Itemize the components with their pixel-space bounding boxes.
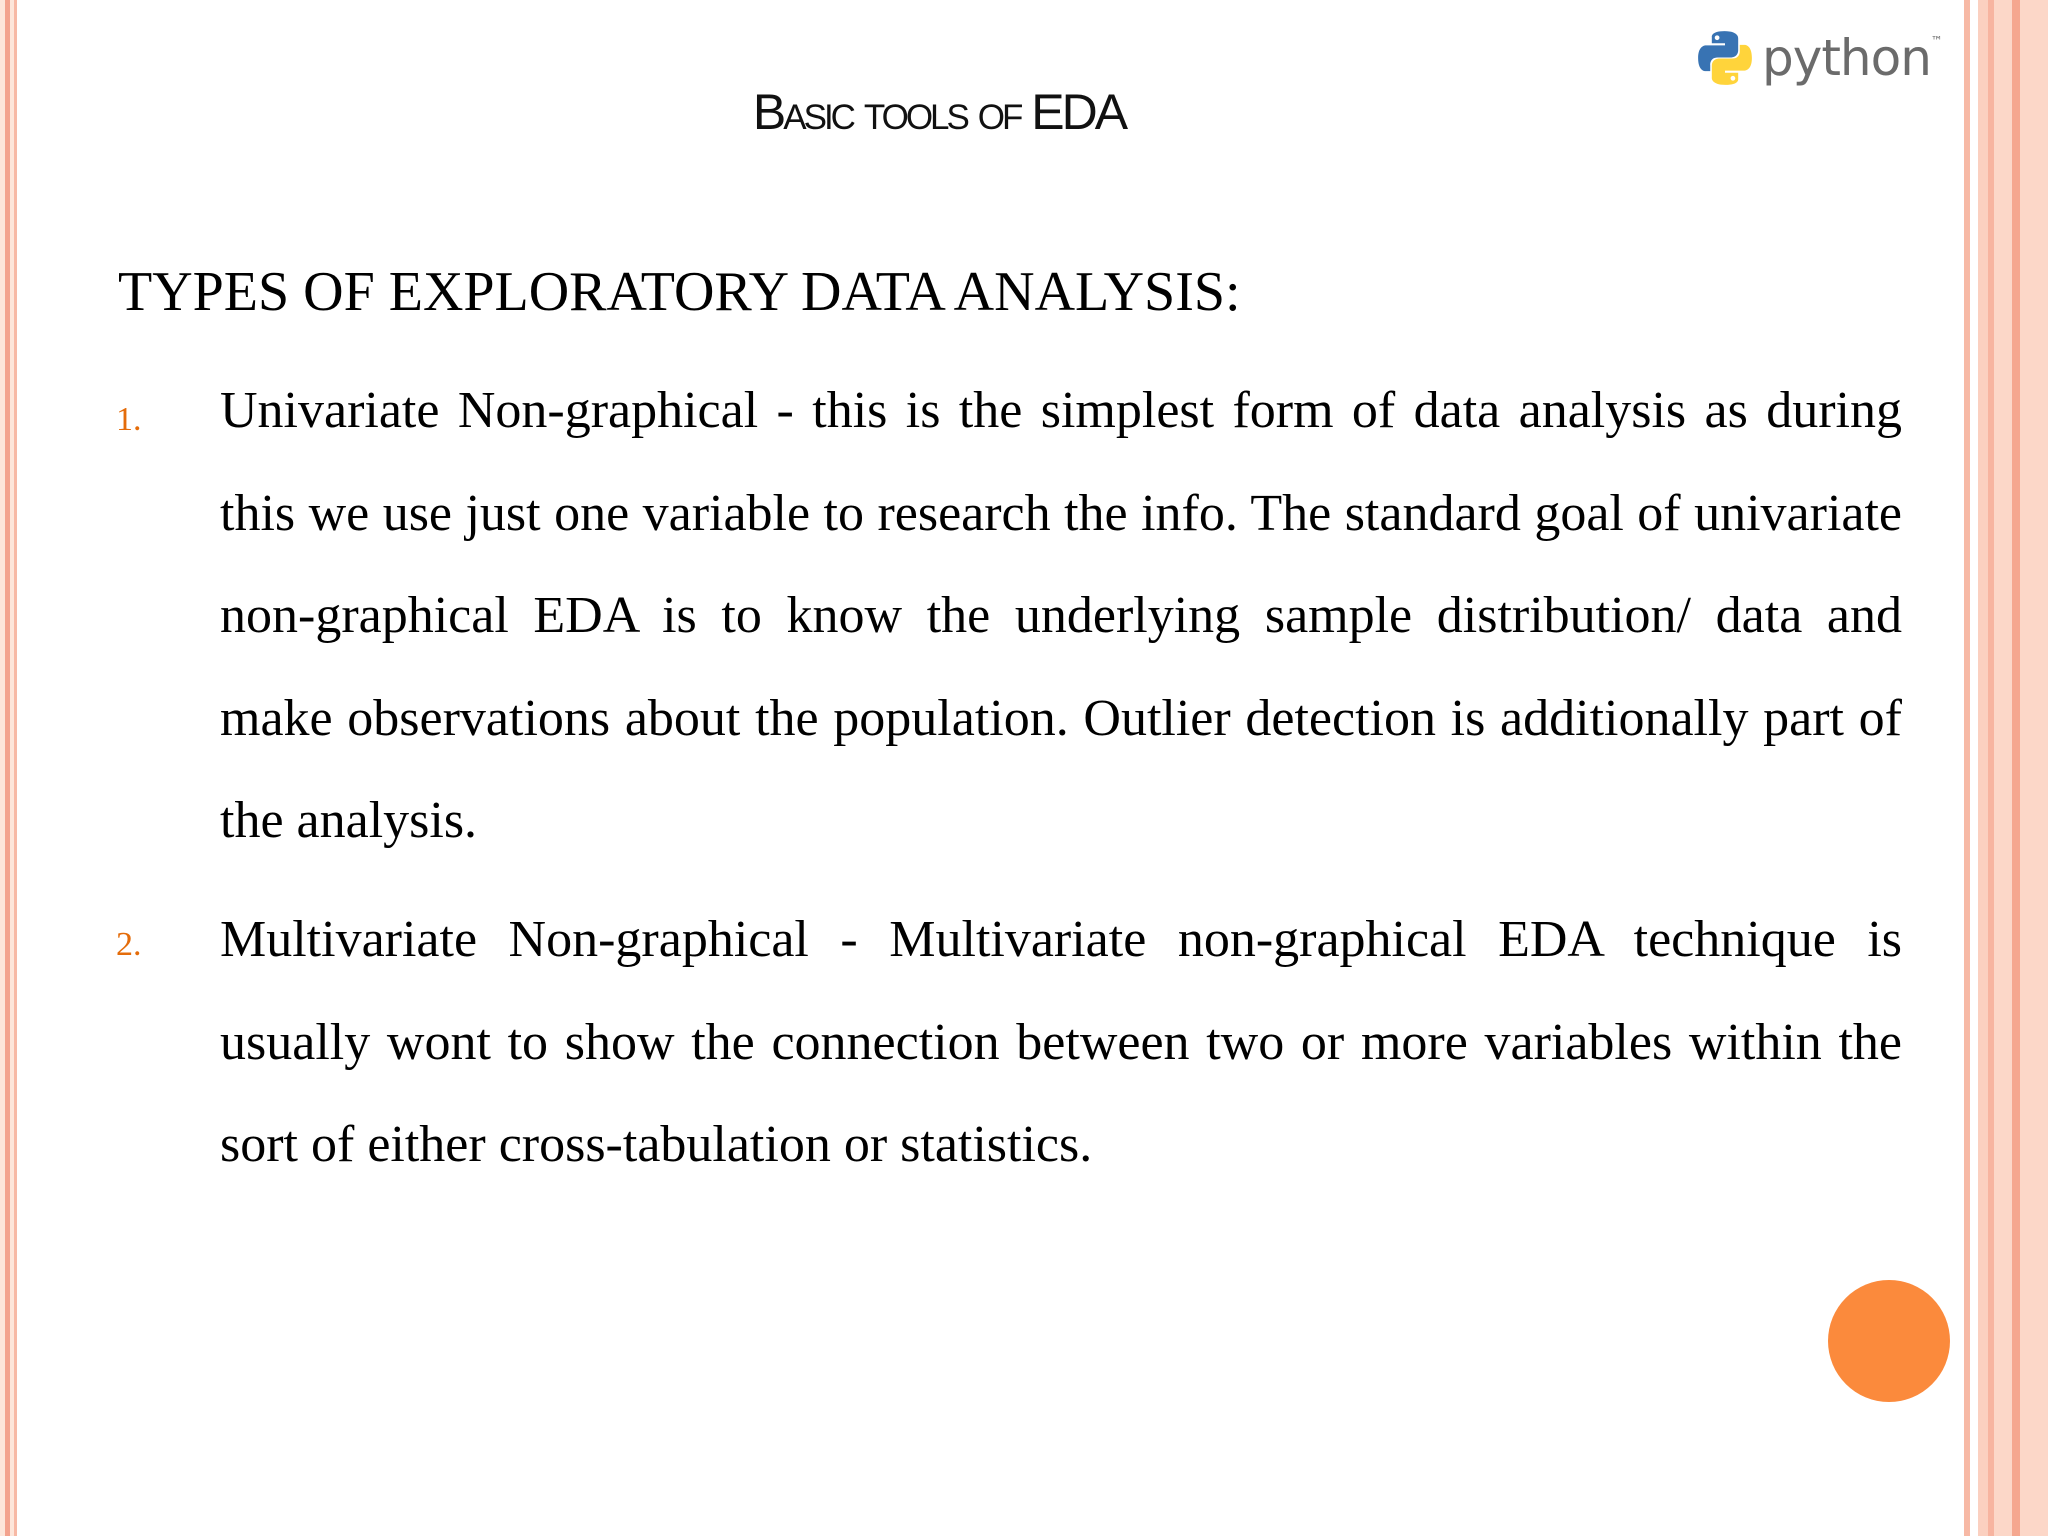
list-item-univariate: Univariate Non-graphical - this is the simplest form of data analysis as during this we use just one variable to research the info. The standard goal of univariate non-graphical EDA is to know the underlying sample distribution/ data and make observations about the population. Outlier detection is additionally part of the analysis.: [220, 382, 1902, 850]
orange-circle-decoration: [1828, 1280, 1950, 1402]
list-item-multivariate: Multivariate Non-graphical - Multivariate non-graphical EDA technique is usually wont to show the connection between two or more variables within the sort of either cross-tabulation or statistics.: [220, 911, 1902, 1174]
left-decorative-border: [0, 0, 20, 1536]
slide-title: Basic tools of EDA: [752, 84, 1126, 140]
list-number-1: 1.: [116, 401, 142, 438]
list-number-2: 2.: [116, 926, 142, 963]
right-decorative-border: [1964, 0, 2048, 1536]
python-wordmark: python: [1762, 29, 1931, 87]
python-snake-icon: [1696, 29, 1754, 87]
python-trademark: ™: [1930, 34, 1943, 48]
section-heading: TYPES OF EXPLORATORY DATA ANALYSIS:: [118, 261, 1241, 323]
